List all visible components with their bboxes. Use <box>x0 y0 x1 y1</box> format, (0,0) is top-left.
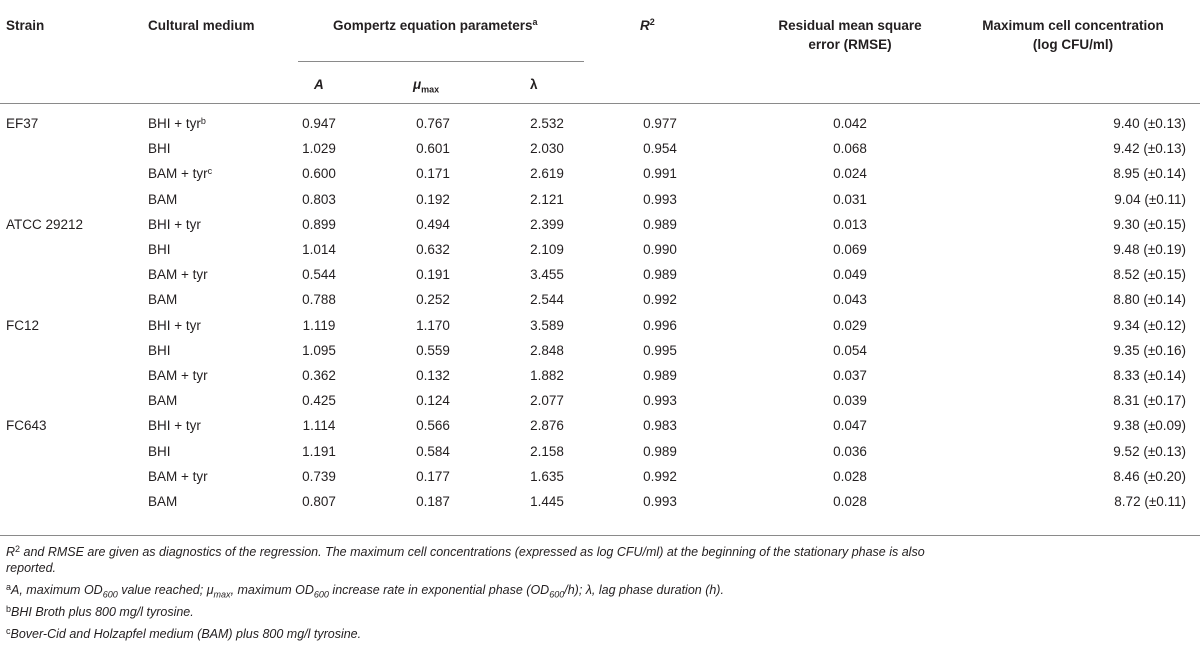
cell-rmse: 0.043 <box>833 292 867 307</box>
cell-rmse: 0.028 <box>833 469 867 484</box>
cell-rmse: 0.031 <box>833 192 867 207</box>
cell-max-cell: 9.38 (±0.09) <box>1113 418 1186 433</box>
subheader-lambda: λ <box>530 77 538 92</box>
cell-medium: BAM <box>148 292 178 307</box>
cell-r2: 0.993 <box>643 393 677 408</box>
table-bottom-rule <box>0 535 1200 536</box>
header-gompertz <box>333 16 538 35</box>
cell-medium: BAM + tyr$^c$ <box>148 166 213 181</box>
cell-max-cell: 8.31 (±0.17) <box>1113 393 1186 408</box>
cell-r2: 0.990 <box>643 242 677 257</box>
cell-a: 0.788 <box>302 292 336 307</box>
header-r2 <box>640 16 655 35</box>
cell-mu-max: 0.559 <box>416 343 450 358</box>
cell-mu-max: 0.632 <box>416 242 450 257</box>
cell-max-cell: 9.30 (±0.15) <box>1113 217 1186 232</box>
cell-lambda: 2.399 <box>530 217 564 232</box>
cell-rmse: 0.054 <box>833 343 867 358</box>
cell-medium: BAM + tyr <box>148 469 208 484</box>
header-gompertz-sup: a <box>532 17 538 27</box>
header-gompertz-text: Gompertz equation parameters <box>333 18 533 33</box>
footnote-a: $^a$A, maximum $OD_{600}$ value reached; $\mu_{max}$, maximum $OD_{600}$ increase rate in exponential phase $(OD_{600}/h)$; λ, lag phase duration (h). <box>6 582 724 600</box>
cell-a: 1.191 <box>302 444 336 459</box>
header-rmse-line1: Residual mean square <box>778 18 922 33</box>
cell-medium: BAM <box>148 192 178 207</box>
cell-a: 0.739 <box>302 469 336 484</box>
cell-max-cell: 8.72 (±0.11) <box>1114 494 1186 509</box>
header-group-rule <box>298 61 584 62</box>
cell-lambda: 1.445 <box>530 494 564 509</box>
cell-max-cell: 8.46 (±0.20) <box>1113 469 1186 484</box>
cell-r2: 0.991 <box>643 166 677 181</box>
cell-lambda: 3.589 <box>530 318 564 333</box>
cell-medium: BHI <box>148 444 171 459</box>
cell-mu-max: 0.601 <box>416 141 450 156</box>
cell-r2: 0.992 <box>643 292 677 307</box>
cell-lambda: 2.030 <box>530 141 564 156</box>
header-r2-base: R <box>640 18 650 33</box>
cell-max-cell: 9.52 (±0.13) <box>1113 444 1186 459</box>
cell-r2: 0.989 <box>643 368 677 383</box>
cell-lambda: 2.876 <box>530 418 564 433</box>
cell-rmse: 0.039 <box>833 393 867 408</box>
cell-max-cell: 8.80 (±0.14) <box>1113 292 1186 307</box>
cell-r2: 0.989 <box>643 267 677 282</box>
cell-medium: BHI + tyr <box>148 318 201 333</box>
cell-a: 1.119 <box>302 318 336 333</box>
cell-rmse: 0.042 <box>833 116 867 131</box>
cell-medium: BHI <box>148 242 171 257</box>
header-bottom-rule <box>0 103 1200 104</box>
cell-a: 0.947 <box>302 116 336 131</box>
cell-mu-max: 0.191 <box>416 267 450 282</box>
cell-rmse: 0.028 <box>833 494 867 509</box>
cell-r2: 0.983 <box>643 418 677 433</box>
footnote-c: $^c$Bover-Cid and Holzapfel medium (BAM) plus 800 mg/l tyrosine. <box>6 626 362 641</box>
cell-mu-max: 0.132 <box>416 368 450 383</box>
cell-lambda: 3.455 <box>530 267 564 282</box>
cell-mu-max: 0.124 <box>416 393 450 408</box>
cell-medium: BAM <box>148 494 178 509</box>
cell-r2: 0.989 <box>643 217 677 232</box>
cell-lambda: 2.158 <box>530 444 564 459</box>
cell-lambda: 1.635 <box>530 469 564 484</box>
cell-strain: FC12 <box>6 318 40 333</box>
footnote-b: $^b$BHI Broth plus 800 mg/l tyrosine. <box>6 604 194 619</box>
cell-max-cell: 9.48 (±0.19) <box>1113 242 1186 257</box>
cell-rmse: 0.029 <box>833 318 867 333</box>
cell-r2: 0.954 <box>643 141 677 156</box>
cell-a: 0.544 <box>302 267 336 282</box>
cell-lambda: 2.121 <box>530 192 564 207</box>
cell-mu-max: 0.192 <box>416 192 450 207</box>
cell-mu-max: 0.584 <box>416 444 450 459</box>
cell-max-cell: 8.33 (±0.14) <box>1113 368 1186 383</box>
cell-a: 0.803 <box>302 192 336 207</box>
cell-mu-max: 0.171 <box>416 166 450 181</box>
cell-r2: 0.993 <box>643 192 677 207</box>
cell-mu-max: 0.177 <box>416 469 450 484</box>
header-max-cell <box>960 16 1186 54</box>
subheader-mu-max: $\mu_{max}$ <box>413 77 440 95</box>
cell-a: 0.899 <box>302 217 336 232</box>
cell-a: 0.425 <box>302 393 336 408</box>
cell-a: 0.600 <box>302 166 336 181</box>
header-strain: Strain <box>6 18 45 33</box>
cell-r2: 0.992 <box>643 469 677 484</box>
medium-footnote-sup: c <box>207 166 213 176</box>
cell-max-cell: 9.35 (±0.16) <box>1113 343 1186 358</box>
cell-lambda: 2.109 <box>530 242 564 257</box>
cell-a: 1.029 <box>302 141 336 156</box>
cell-mu-max: 0.494 <box>416 217 450 232</box>
cell-a: 1.095 <box>302 343 336 358</box>
cell-mu-max: 1.170 <box>416 318 450 333</box>
cell-rmse: 0.036 <box>833 444 867 459</box>
cell-lambda: 2.544 <box>530 292 564 307</box>
cell-a: 1.014 <box>302 242 336 257</box>
header-rmse-line2: error (RMSE) <box>808 37 892 52</box>
header-rmse <box>740 16 960 54</box>
cell-max-cell: 9.40 (±0.13) <box>1113 116 1186 131</box>
header-max-cell-line2: (log CFU/ml) <box>1032 37 1114 52</box>
cell-rmse: 0.013 <box>833 217 867 232</box>
header-max-cell-line1: Maximum cell concentration <box>982 18 1164 33</box>
cell-medium: BHI <box>148 343 171 358</box>
cell-max-cell: 9.04 (±0.11) <box>1114 192 1186 207</box>
cell-medium: BAM + tyr <box>148 267 208 282</box>
cell-r2: 0.993 <box>643 494 677 509</box>
cell-rmse: 0.037 <box>833 368 867 383</box>
cell-medium: BAM <box>148 393 178 408</box>
header-cultural-medium: Cultural medium <box>148 18 255 33</box>
cell-a: 0.362 <box>302 368 336 383</box>
cell-r2: 0.977 <box>643 116 677 131</box>
subheader-a: A <box>314 77 324 92</box>
cell-mu-max: 0.566 <box>416 418 450 433</box>
cell-max-cell: 9.34 (±0.12) <box>1113 318 1186 333</box>
cell-mu-max: 0.252 <box>416 292 450 307</box>
cell-r2: 0.996 <box>643 318 677 333</box>
medium-footnote-sup: b <box>200 116 206 126</box>
cell-medium: BHI + tyr <box>148 418 201 433</box>
cell-max-cell: 8.95 (±0.14) <box>1113 166 1186 181</box>
cell-strain: EF37 <box>6 116 39 131</box>
cell-lambda: 2.619 <box>530 166 564 181</box>
cell-mu-max: 0.767 <box>416 116 450 131</box>
cell-rmse: 0.049 <box>833 267 867 282</box>
cell-mu-max: 0.187 <box>416 494 450 509</box>
cell-lambda: 2.532 <box>530 116 564 131</box>
cell-max-cell: 8.52 (±0.15) <box>1113 267 1186 282</box>
cell-lambda: 1.882 <box>530 368 564 383</box>
cell-medium: BHI + tyr <box>148 217 201 232</box>
cell-medium: BHI <box>148 141 171 156</box>
cell-rmse: 0.047 <box>833 418 867 433</box>
cell-lambda: 2.077 <box>530 393 564 408</box>
cell-a: 1.114 <box>302 418 336 433</box>
cell-medium: BAM + tyr <box>148 368 208 383</box>
cell-strain: ATCC 29212 <box>6 217 84 232</box>
cell-medium: BHI + tyr$^b$ <box>148 116 206 131</box>
cell-r2: 0.989 <box>643 444 677 459</box>
cell-rmse: 0.068 <box>833 141 867 156</box>
cell-max-cell: 9.42 (±0.13) <box>1113 141 1186 156</box>
cell-rmse: 0.069 <box>833 242 867 257</box>
cell-strain: FC643 <box>6 418 47 433</box>
cell-rmse: 0.024 <box>833 166 867 181</box>
footnote-main: R$^2$ and RMSE are given as diagnostics of the regression. The maximum cell concentrations (expressed as log CFU/ml) at the beginning of the stationary phase is also reported. <box>6 544 925 575</box>
header-r2-sup: 2 <box>649 17 655 27</box>
cell-a: 0.807 <box>302 494 336 509</box>
cell-lambda: 2.848 <box>530 343 564 358</box>
cell-r2: 0.995 <box>643 343 677 358</box>
